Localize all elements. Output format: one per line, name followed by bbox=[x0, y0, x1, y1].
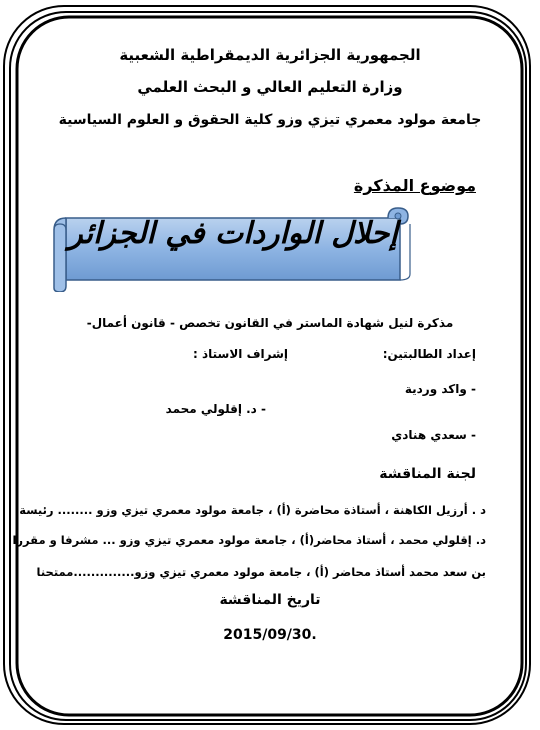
supervisor-label: إشراف الاستاذ : bbox=[193, 347, 288, 361]
student-name-1: - واكد وردية bbox=[404, 382, 476, 396]
subject-heading: موضوع المذكرة bbox=[353, 176, 476, 195]
jury-member-1: د . أرزيل الكاهنة ، أستاذة محاضرة (أ) ، جامعة مولود معمري تيزي وزو ........ رئيسة bbox=[19, 503, 486, 517]
jury-member-2: د. إقلولي محمد ، أستاذ محاضر(أ) ، جامعة مولود معمري تيزي وزو ... مشرفا و مقررا bbox=[12, 533, 486, 547]
ministry-name: وزارة التعليم العالي و البحث العلمي bbox=[137, 78, 403, 96]
thesis-purpose: مذكرة لنيل شهادة الماستر في القانون تخصص - قانون أعمال- bbox=[86, 316, 454, 330]
jury-member-3: بن سعد محمد أستاذ محاضر (أ) ، جامعة مولود معمري تيزي وزو..............ممتحنا bbox=[36, 565, 486, 579]
jury-heading: لجنة المناقشة bbox=[379, 466, 476, 482]
supervisor-name: - د. إقلولي محمد bbox=[165, 402, 266, 416]
prepared-by-label: إعداد الطالبتين: bbox=[382, 347, 476, 361]
republic-name: الجمهورية الجزائرية الديمقراطية الشعبية bbox=[119, 46, 421, 64]
thesis-title: إحلال الواردات في الجزائر bbox=[68, 216, 398, 251]
university-name: جامعة مولود معمري تيزي وزو كلية الحقوق و العلوم السياسية bbox=[58, 112, 482, 128]
thesis-cover-page bbox=[12, 22, 518, 708]
defense-date: 2015/09/30. bbox=[223, 627, 317, 643]
student-name-2: - سعدي هنادي bbox=[391, 428, 476, 442]
defense-date-label: تاريخ المناقشة bbox=[219, 592, 321, 608]
